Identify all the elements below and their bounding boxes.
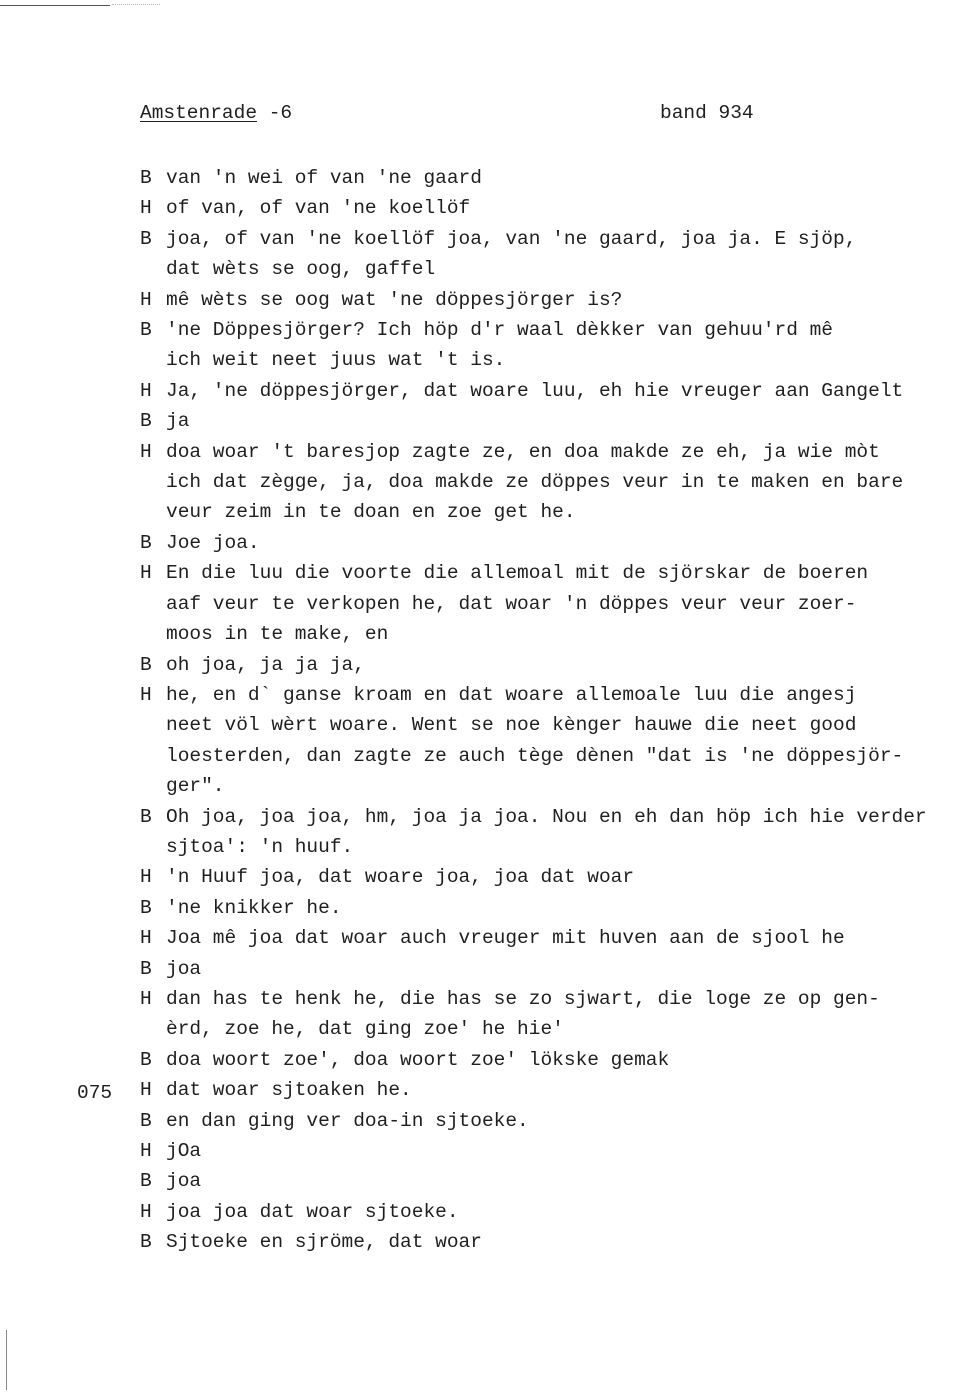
- top-rule-dots: [112, 4, 160, 5]
- utterance-text: jOa: [166, 1140, 202, 1162]
- utterance-text: ich weit neet juus wat 't is.: [166, 349, 506, 372]
- utterance-text: he, en d` ganse kroam en dat woare allemoale luu die angesj: [166, 683, 857, 706]
- transcript-line: [140, 1075, 970, 1105]
- speaker-label: H: [140, 1079, 152, 1102]
- utterance-text: mê wèts se oog wat 'ne döppesjörger is?: [166, 288, 623, 311]
- transcript-line: [140, 650, 970, 680]
- utterance-text: En die luu die voorte die allemoal mit de sjörskar de boeren: [166, 562, 869, 585]
- utterance-text: Sjtoeke en sjröme, dat woar: [166, 1231, 482, 1254]
- header-place: [140, 102, 292, 124]
- speaker-label: B: [140, 653, 152, 676]
- speaker-label: H: [140, 288, 152, 311]
- transcript-line: [140, 1136, 970, 1166]
- utterance-text: van 'n wei of van 'ne gaard: [166, 167, 482, 189]
- utterance-text: joa: [166, 1170, 202, 1193]
- transcript-line: [140, 315, 970, 345]
- speaker-label: B: [140, 957, 152, 980]
- speaker-label: H: [140, 197, 152, 220]
- speaker-label: B: [140, 531, 152, 554]
- speaker-label: H: [140, 987, 152, 1010]
- transcript-line: [140, 954, 970, 984]
- transcript-line: [140, 893, 970, 923]
- transcript-line: [140, 254, 970, 284]
- speaker-label: B: [140, 805, 152, 828]
- utterance-text: ger".: [166, 775, 225, 798]
- utterance-text: of van, of van 'ne koellöf: [166, 197, 471, 220]
- transcript-line: [140, 619, 970, 649]
- utterance-text: Joa mê joa dat woar auch vreuger mit huven aan de sjool he: [166, 927, 845, 950]
- transcript-line: [140, 467, 970, 497]
- transcript-line: [140, 862, 970, 892]
- utterance-text: joa joa dat woar sjtoeke.: [166, 1200, 459, 1223]
- speaker-label: B: [140, 167, 152, 189]
- utterance-text: joa: [166, 957, 202, 980]
- transcript-line: [140, 923, 970, 953]
- margin-counter: 075: [77, 1082, 113, 1104]
- utterance-text: moos in te make, en: [166, 623, 389, 646]
- transcript-line: [140, 497, 970, 527]
- speaker-label: B: [140, 1170, 152, 1193]
- utterance-text: ich dat zègge, ja, doa makde ze döppes veur in te maken en bare: [166, 471, 904, 494]
- utterance-text: Oh joa, joa joa, hm, joa ja joa. Nou en eh dan höp ich hie verder: [166, 805, 927, 828]
- utterance-text: 'ne Döppesjörger? Ich höp d'r waal dèkker van gehuu'rd mê: [166, 319, 834, 342]
- utterance-text: joa, of van 'ne koellöf joa, van 'ne gaard, joa ja. E sjöp,: [166, 227, 857, 250]
- transcript-line: [140, 1227, 970, 1257]
- transcript-line: [140, 558, 970, 588]
- transcript-line: [140, 680, 970, 710]
- transcript-line: [140, 1166, 970, 1196]
- utterance-text: 'n Huuf joa, dat woare joa, joa dat woar: [166, 866, 635, 889]
- transcript-line: [140, 345, 970, 375]
- transcript-line: [140, 832, 970, 862]
- transcript-line: [140, 285, 970, 315]
- utterance-text: oh joa, ja ja ja,: [166, 653, 365, 676]
- utterance-text: neet völ wèrt woare. Went se noe kènger hauwe die neet good: [166, 714, 857, 737]
- speaker-label: H: [140, 440, 152, 463]
- transcript-line: [140, 1014, 970, 1044]
- speaker-label: B: [140, 896, 152, 919]
- transcript-line: [140, 224, 970, 254]
- transcript-line: [140, 741, 970, 771]
- utterance-text: doa woort zoe', doa woort zoe' lökske gemak: [166, 1048, 670, 1071]
- transcript-line: [140, 163, 970, 193]
- transcript-line: [140, 1106, 970, 1136]
- speaker-label: B: [140, 1231, 152, 1254]
- speaker-label: B: [140, 319, 152, 342]
- transcript: [140, 163, 970, 1258]
- speaker-label: H: [140, 562, 152, 585]
- transcript-line: [140, 406, 970, 436]
- utterance-text: sjtoa': 'n huuf.: [166, 835, 354, 858]
- transcript-line: [140, 589, 970, 619]
- utterance-text: Joe joa.: [166, 531, 260, 554]
- transcript-line: [140, 193, 970, 223]
- utterance-text: en dan ging ver doa-in sjtoeke.: [166, 1109, 529, 1132]
- utterance-text: èrd, zoe he, dat ging zoe' he hie': [166, 1018, 564, 1041]
- speaker-label: H: [140, 1140, 152, 1162]
- speaker-label: H: [140, 927, 152, 950]
- utterance-text: dat wèts se oog, gaffel: [166, 258, 436, 281]
- transcript-line: [140, 437, 970, 467]
- page-header: [140, 102, 780, 128]
- utterance-text: Ja, 'ne döppesjörger, dat woare luu, eh hie vreuger aan Gangelt: [166, 379, 904, 402]
- transcript-line: [140, 376, 970, 406]
- header-band: band 934: [660, 102, 754, 124]
- utterance-text: 'ne knikker he.: [166, 896, 342, 919]
- left-margin-rule: [6, 1330, 7, 1390]
- transcript-line: [140, 528, 970, 558]
- header-page-number: -6: [257, 102, 293, 124]
- utterance-text: doa woar 't baresjop zagte ze, en doa makde ze eh, ja wie mòt: [166, 440, 880, 463]
- speaker-label: H: [140, 866, 152, 889]
- speaker-label: B: [140, 410, 152, 433]
- transcript-line: [140, 771, 970, 801]
- speaker-label: H: [140, 683, 152, 706]
- transcript-line: [140, 710, 970, 740]
- utterance-text: dan has te henk he, die has se zo sjwart, die loge ze op gen-: [166, 987, 880, 1010]
- utterance-text: loesterden, dan zagte ze auch tège dènen "dat is 'ne döppesjör-: [166, 744, 904, 767]
- speaker-label: B: [140, 1048, 152, 1071]
- utterance-text: aaf veur te verkopen he, dat woar 'n döppes veur veur zoer-: [166, 592, 857, 615]
- speaker-label: B: [140, 227, 152, 250]
- speaker-label: B: [140, 1109, 152, 1132]
- transcript-line: [140, 1197, 970, 1227]
- header-place-name: Amstenrade: [140, 102, 258, 124]
- top-rule: [0, 5, 110, 6]
- transcript-line: [140, 984, 970, 1014]
- speaker-label: H: [140, 1200, 152, 1223]
- utterance-text: veur zeim in te doan en zoe get he.: [166, 501, 576, 524]
- speaker-label: H: [140, 379, 152, 402]
- transcript-line: [140, 802, 970, 832]
- utterance-text: ja: [166, 410, 190, 433]
- transcript-line: [140, 1045, 970, 1075]
- utterance-text: dat woar sjtoaken he.: [166, 1079, 412, 1102]
